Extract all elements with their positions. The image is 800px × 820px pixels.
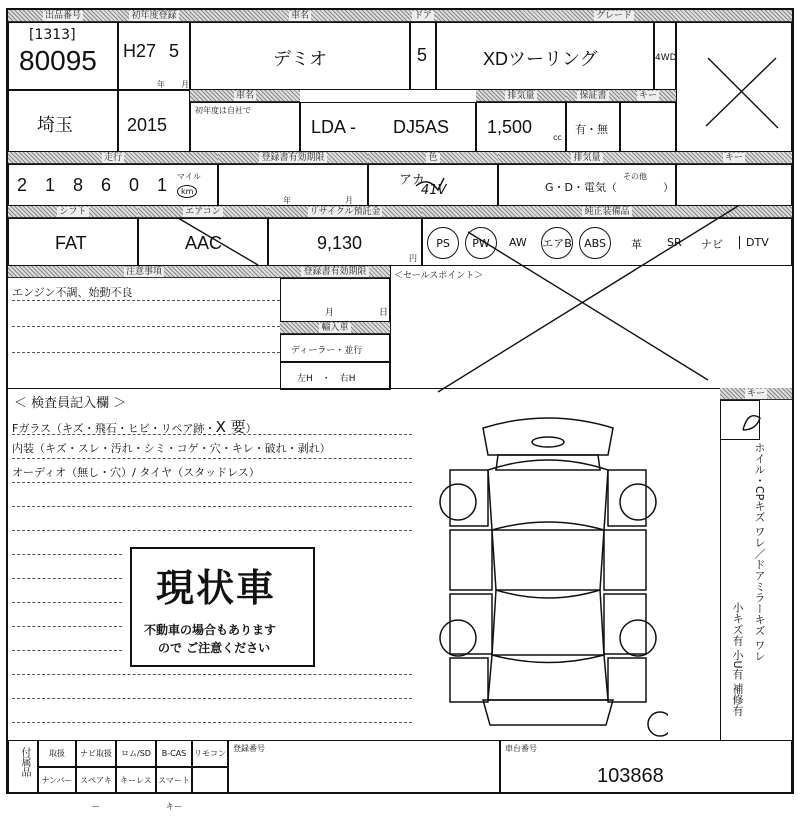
inspector-title: ＜ 検査員記入欄 ＞ [14,396,127,411]
equip-abs: ABS [579,227,611,259]
inspector-line1-text: Fガラス（キズ・飛石・ヒビ・リペア跡・ [12,422,216,435]
inspector-line [12,650,122,651]
fuel-type: G・D・電気（ [545,181,617,194]
color-header: 色 [368,152,498,164]
chassis-label: 車台番号 [505,744,537,753]
steering-cell [280,362,390,390]
misc-cell [676,164,792,206]
car-right-front-fender [608,470,646,526]
fuel-close: ） [663,181,674,194]
mile-unit: マイル [177,172,201,181]
month-suffix: 月 [181,80,189,89]
equip-airbag: エアB [541,227,573,259]
equip-leather: 革 [631,238,642,251]
inspector-line [12,698,412,699]
inspector-line [12,482,412,483]
shift-header: シフト [8,206,138,218]
year-header: 初年度登録 [118,10,190,22]
car-name-header: 車名 [190,10,410,22]
footer-label-spare-key: スペアキー [76,767,116,794]
car-left-front-wheel [440,484,476,520]
remarks-text: エンジン不調、始動不良 [12,286,133,299]
remarks-line [12,326,280,327]
sales-point-label: ＜セールスポイント＞ [394,271,484,281]
inspect-header: 登録書有効期限 [218,152,368,164]
color-value: アカ [399,173,425,188]
auction-no-header: 出品番号 [8,10,118,22]
inspector-line [12,434,412,435]
displacement-header: 排気量 [476,90,566,102]
footer-label-rom: ロム/SD [116,740,156,767]
reg-month: 5 [169,41,180,61]
cc-value: 1,500 [487,117,533,137]
fuel-cell [498,164,676,206]
recycle-header: リサイクル預託金 [268,206,422,218]
car-right-rear-fender [608,658,646,702]
remarks-line [12,352,280,353]
dealer-value: ディーラー・並行 [291,346,363,356]
evaluation-cell [676,22,792,152]
inspector-line [12,626,122,627]
car-right-front-wheel [620,484,656,520]
recycle-cell [268,218,422,266]
footer-side-cell [8,740,38,794]
inspector-line1-close: ） [245,422,257,435]
mileage-digit-3: 8 [73,175,84,195]
equip-navi: ナビ [701,238,723,251]
footer-label-smart-key: スマートキー [156,767,192,794]
side-note-2: 小キズ有 小U有 補修有 [731,602,744,717]
inspector-line [12,530,412,531]
remarks-header: 注意事項 [8,266,280,278]
inspector-top-line [8,388,792,389]
fuel-header: 排気量 [498,152,676,164]
inspector-line2: 内装（キズ・スレ・汚れ・シミ・コゲ・穴・キレ・破れ・剥れ） [12,442,331,455]
inspector-line [12,578,122,579]
western-year: 2015 [127,115,168,135]
inspector-line [12,722,412,723]
warranty-value: 有・無 [575,123,608,136]
grade-name: XDツーリング [483,49,598,69]
mileage-digit-6: 1 [157,175,168,195]
inspector-line1-mark: X 要 [215,418,246,436]
mileage-digit-1: 2 [17,175,28,195]
footer-label-number: ナンバー [38,767,76,794]
color-cell [368,164,498,206]
first-reg-note-cell [190,102,300,152]
door-header: ドア [410,10,436,22]
key-header: キー [620,90,676,102]
equip-sr: SR [667,236,682,249]
stamp-line2: ので ご注意ください [158,641,271,655]
mileage-header: 走行 [8,152,218,164]
stamp-line1: 不動車の場合もあります [144,623,277,637]
reg-day: 日 [379,308,389,318]
car-diagram [428,410,668,740]
era-year: H27 [123,41,157,61]
stamp-title: 現状車 [156,566,277,610]
sales-divider [390,266,393,390]
recycle-unit: 円 [409,254,417,263]
footer-side-label: 付属品 [19,747,30,777]
aircon-header: エアコン [138,206,268,218]
footer-label-remote: リモコン [192,740,228,767]
steering-value: 左H ・ 右H [297,374,356,384]
reg-no-cell [228,740,500,794]
km-unit: km [177,185,197,198]
aircon-value: AAC [185,233,223,253]
shift-cell [8,218,138,266]
drive-cell [654,22,676,90]
cc-unit: cc [553,133,562,142]
car-left-front-door [450,530,492,590]
car-bumper [496,455,600,470]
key-header-2: キー [676,152,792,164]
key-cell [620,102,676,152]
footer-empty-cell [192,767,228,794]
shift-value: FAT [55,233,87,253]
inspector-line [12,506,412,507]
car-right-rear-wheel [620,620,656,656]
mileage-digit-2: 1 [45,175,56,195]
footer-label-keyless: キーレス [116,767,156,794]
recycle-value: 9,130 [317,233,363,253]
car-left-front-fender [450,470,488,526]
fuel-other: その他 [623,172,647,181]
grade-cell [436,22,654,90]
prefecture-cell [8,90,118,152]
inspector-line [12,674,412,675]
reg-expiry-cell [280,278,390,322]
western-year-cell [118,90,190,152]
chassis-number: 103868 [597,765,664,787]
year-suffix: 年 [157,80,165,89]
key-box [720,400,760,440]
inspect-year: 年 [283,196,291,205]
color-code: 41V [421,183,447,198]
side-header: キー [720,388,792,400]
car-left-rear-wheel [440,620,476,656]
dealer-cell [280,334,390,362]
inspector-line [12,554,122,555]
mileage-digit-5: 0 [129,175,140,195]
car-right-front-door [604,530,646,590]
inspect-month: 月 [345,196,353,205]
as-is-stamp [130,547,315,667]
car-windshield-roof [492,522,604,598]
reg-expiry-header: 登録書有効期限 [280,266,390,278]
equip-ps: PS [427,227,459,259]
remarks-line [12,300,280,301]
chassis-cell [500,740,792,794]
car-name-cell [190,22,410,90]
prefecture: 埼玉 [37,115,73,135]
model-code: DJ5AS [393,117,450,137]
model-prefix: LDA - [311,117,357,137]
first-reg-note: 初年度は自社で [195,106,251,115]
car-left-rear-door [450,594,492,654]
equip-aw: AW [509,236,527,249]
car-rear-bumper [483,700,613,725]
inspect-cell [218,164,368,206]
mileage-cell [8,164,218,206]
side-note-1: ホイル・CPキズ ワレ／ドアミラーキズ ワレ [753,442,766,662]
door-count: 5 [417,45,428,65]
inspector-line [12,602,122,603]
footer-label-bcas: B-CAS [156,740,192,767]
import-header: 輸入車 [280,322,390,334]
car-emblem [532,437,564,447]
model-header: 車名 [190,90,300,102]
auction-no-cell [8,22,118,90]
aircon-cell [138,218,268,266]
equipment-header: 純正装備品 [422,206,792,218]
car-roof-rear [492,590,604,663]
reg-no-label: 登録番号 [233,744,265,753]
reg-month: 月 [325,308,335,318]
cc-cell [476,102,566,152]
car-left-rear-fender [450,658,488,702]
equip-pw: PW [465,227,497,259]
footer-label-navi: ナビ取扱 [76,740,116,767]
footer-label-handling: 取扱 [38,740,76,767]
equip-dtv: DTV [739,236,769,249]
equipment-cell [422,218,792,266]
auction-code: [1313] [29,27,76,43]
car-right-rear-door [604,594,646,654]
auction-sheet [6,8,794,811]
grade-header: グレード [436,10,792,22]
warranty-header: 保証書 [566,90,620,102]
drive-type: 4WD [655,53,677,63]
model-cell [300,102,476,152]
era-year-cell [118,22,190,90]
mileage-digit-4: 6 [101,175,112,195]
auction-number: 80095 [19,45,97,76]
warranty-cell [566,102,620,152]
car-spare-wheel [648,712,668,736]
car-name: デミオ [273,49,327,69]
inspector-line3: オーディオ（無し・穴）/ タイヤ（スタッドレス） [12,466,260,479]
inspector-line [12,458,412,459]
door-cell [410,22,436,90]
